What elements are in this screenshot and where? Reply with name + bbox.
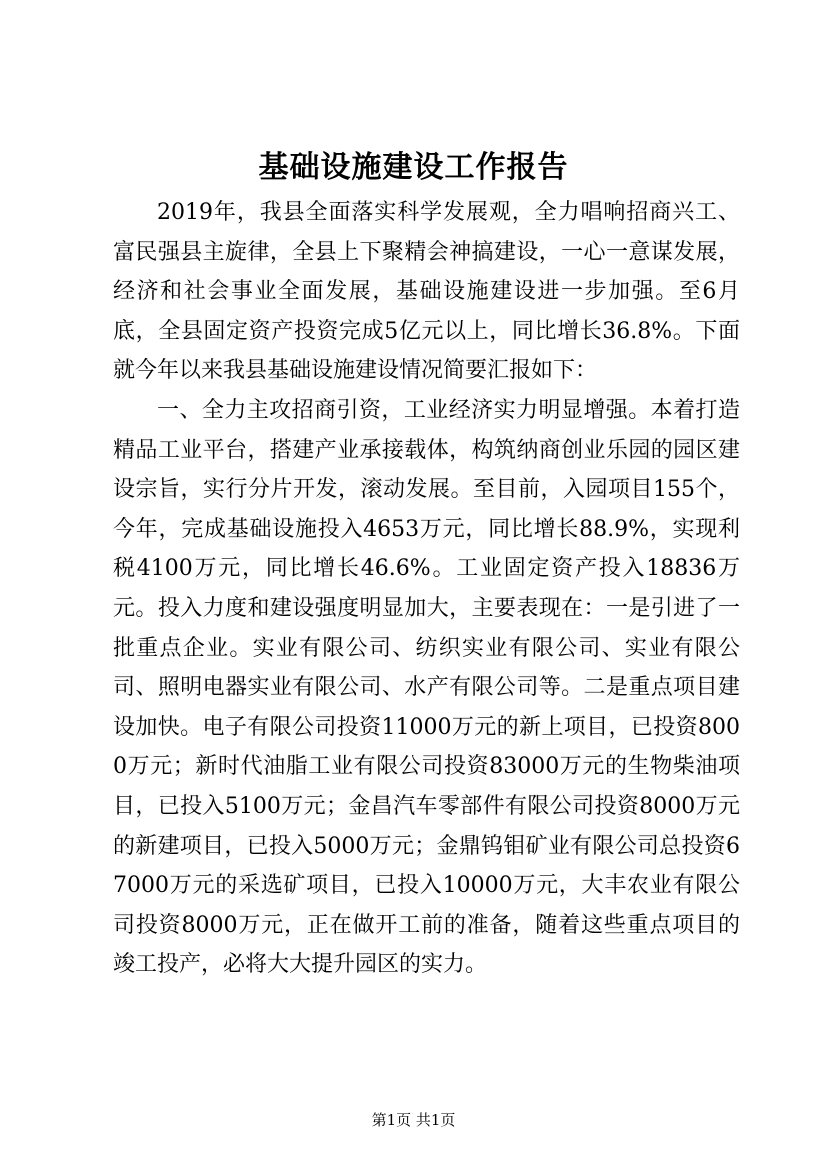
paragraph-investment: 一、全力主攻招商引资，工业经济实力明显增强。本着打造精品工业平台，搭建产业承接载体，构筑纳商创业乐园的园区建设宗旨，实行分片开发，滚动发展。至目前，入园项目155个，今年，完成基础设施投入4653万元，同比增长88.9%，实现利税4100万元，同比增长46.6%。工业固定资产投入18836万元。投入力度和建设强度明显加大，主要表现在：一是引进了一批重点企业。实业有限公司、纺织实业有限公司、实业有限公司、照明电器实业有限公司、水产有限公司等。二是重点项目建设加快。电子有限公司投资11000万元的新上项目，已投资8000万元；新时代油脂工业有限公司投资83000万元的生物柴油项目，已投入5100万元；金昌汽车零部件有限公司投资8000万元的新建项目，已投入5000万元；金鼎钨钼矿业有限公司总投资67000万元的采选矿项目，已投入10000万元，大丰农业有限公司投资8000万元，正在做开工前的准备，随着这些重点项目的竣工投产，必将大大提升园区的实力。 xyxy=(113,397,740,978)
paragraph-intro: 2019年，我县全面落实科学发展观，全力唱响招商兴工、富民强县主旋律，全县上下聚精会神搞建设，一心一意谋发展，经济和社会事业全面发展，基础设施建设进一步加强。至6月底，全县固定资产投资完成5亿元以上，同比增长36.8%。下面就今年以来我县基础设施建设情况简要汇报如下： xyxy=(113,200,740,384)
document-body xyxy=(113,193,740,985)
page-footer: 第1页 共1页 xyxy=(371,1111,456,1129)
document-title: 基础设施建设工作报告 xyxy=(258,150,569,185)
